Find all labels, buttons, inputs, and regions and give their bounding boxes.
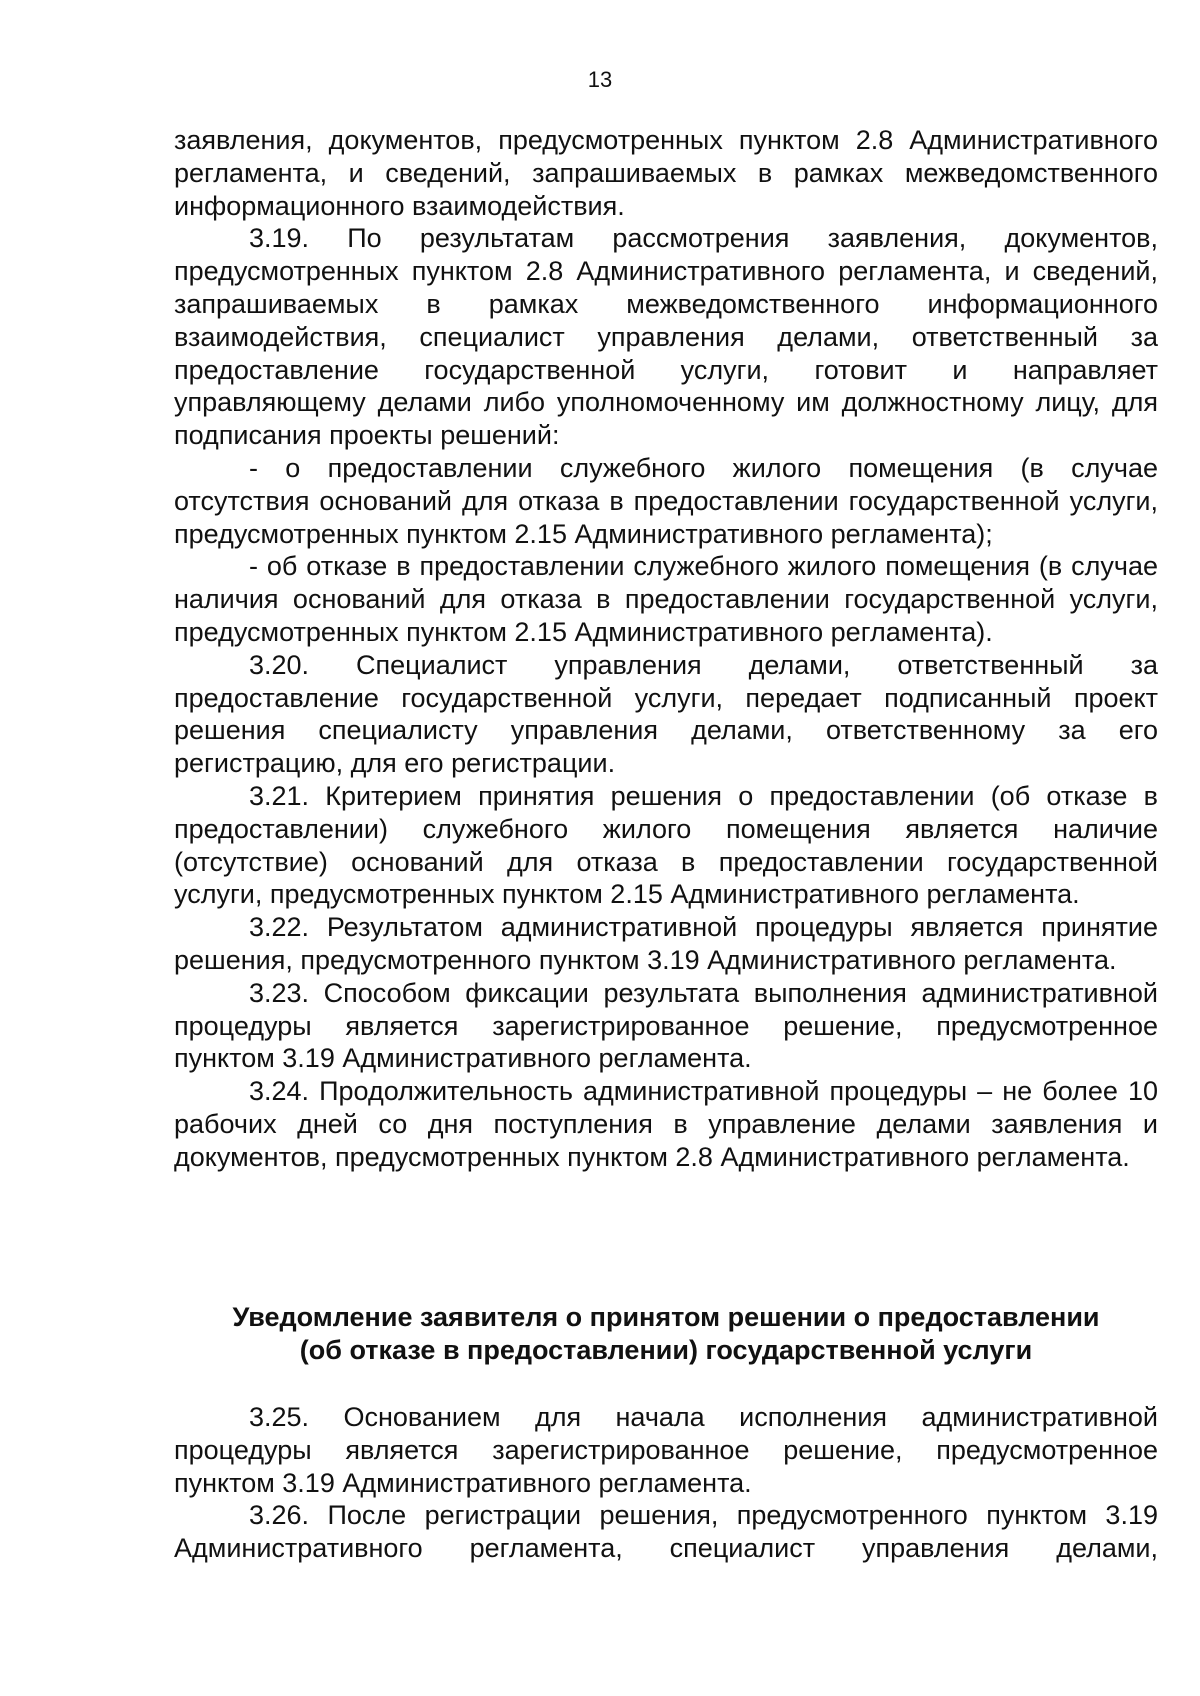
document-body-bottom (174, 1401, 1158, 1565)
paragraph-3-25: 3.25. Основанием для начала исполнения административной процедуры является зарегистрированное решение, предусмотренное пунктом 3.19 Административного регламента. (174, 1402, 1158, 1498)
paragraph-continuation: заявления, документов, предусмотренных пунктом 2.8 Административного регламента, и сведений, запрашиваемых в рамках межведомственного информационного взаимодействия. (174, 125, 1158, 221)
paragraph-3-26: 3.26. После регистрации решения, предусмотренного пунктом 3.19 Административного регламента, специалист управления делами, (174, 1500, 1158, 1564)
paragraph-3-23: 3.23. Способом фиксации результата выполнения административной процедуры является зарегистрированное решение, предусмотренное пунктом 3.19 Административного регламента. (174, 977, 1158, 1074)
section-heading (174, 1301, 1158, 1367)
section-heading-line-1: Уведомление заявителя о принятом решении о предоставлении (232, 1302, 1100, 1332)
page-number: 13 (587, 67, 613, 92)
section-heading-line-2: (об отказе в предоставлении) государственной услуги (299, 1335, 1033, 1365)
paragraph-3-20: 3.20. Специалист управления делами, ответственный за предоставление государственной услуги, передает подписанный проект решения специалисту управления делами, ответственному за его регистрацию, для его регистрации. (174, 649, 1158, 779)
list-item-grant: - о предоставлении служебного жилого помещения (в случае отсутствия оснований для отказа в предоставлении государственной услуги, предусмотренных пунктом 2.15 Административного регламента); (174, 452, 1158, 549)
paragraph-3-19: 3.19. По результатам рассмотрения заявления, документов, предусмотренных пунктом 2.8 Административного регламента, и сведений, запрашиваемых в рамках межведомственного информационного взаимодействия, специалист управления делами, ответственный за предоставление государственной услуги, готовит и направляет управляющему делами либо уполномоченному им должностному лицу, для подписания проекты решений: (174, 223, 1158, 451)
paragraph-3-21: 3.21. Критерием принятия решения о предоставлении (об отказе в предоставлении) служебного жилого помещения является наличие (отсутствие) оснований для отказа в предоставлении государственной услуги, предусмотренных пунктом 2.15 Административного регламента. (174, 780, 1158, 910)
paragraph-3-24: 3.24. Продолжительность административной процедуры – не более 10 рабочих дней со дня поступления в управление делами заявления и документов, предусмотренных пунктом 2.8 Административного регламента. (174, 1076, 1158, 1172)
paragraph-3-22: 3.22. Результатом административной процедуры является принятие решения, предусмотренного пунктом 3.19 Административного регламента. (174, 912, 1158, 975)
list-item-refusal: - об отказе в предоставлении служебного жилого помещения (в случае наличия оснований для отказа в предоставлении государственной услуги, предусмотренных пунктом 2.15 Административного регламента). (174, 551, 1158, 647)
document-body-top (174, 124, 1158, 1174)
